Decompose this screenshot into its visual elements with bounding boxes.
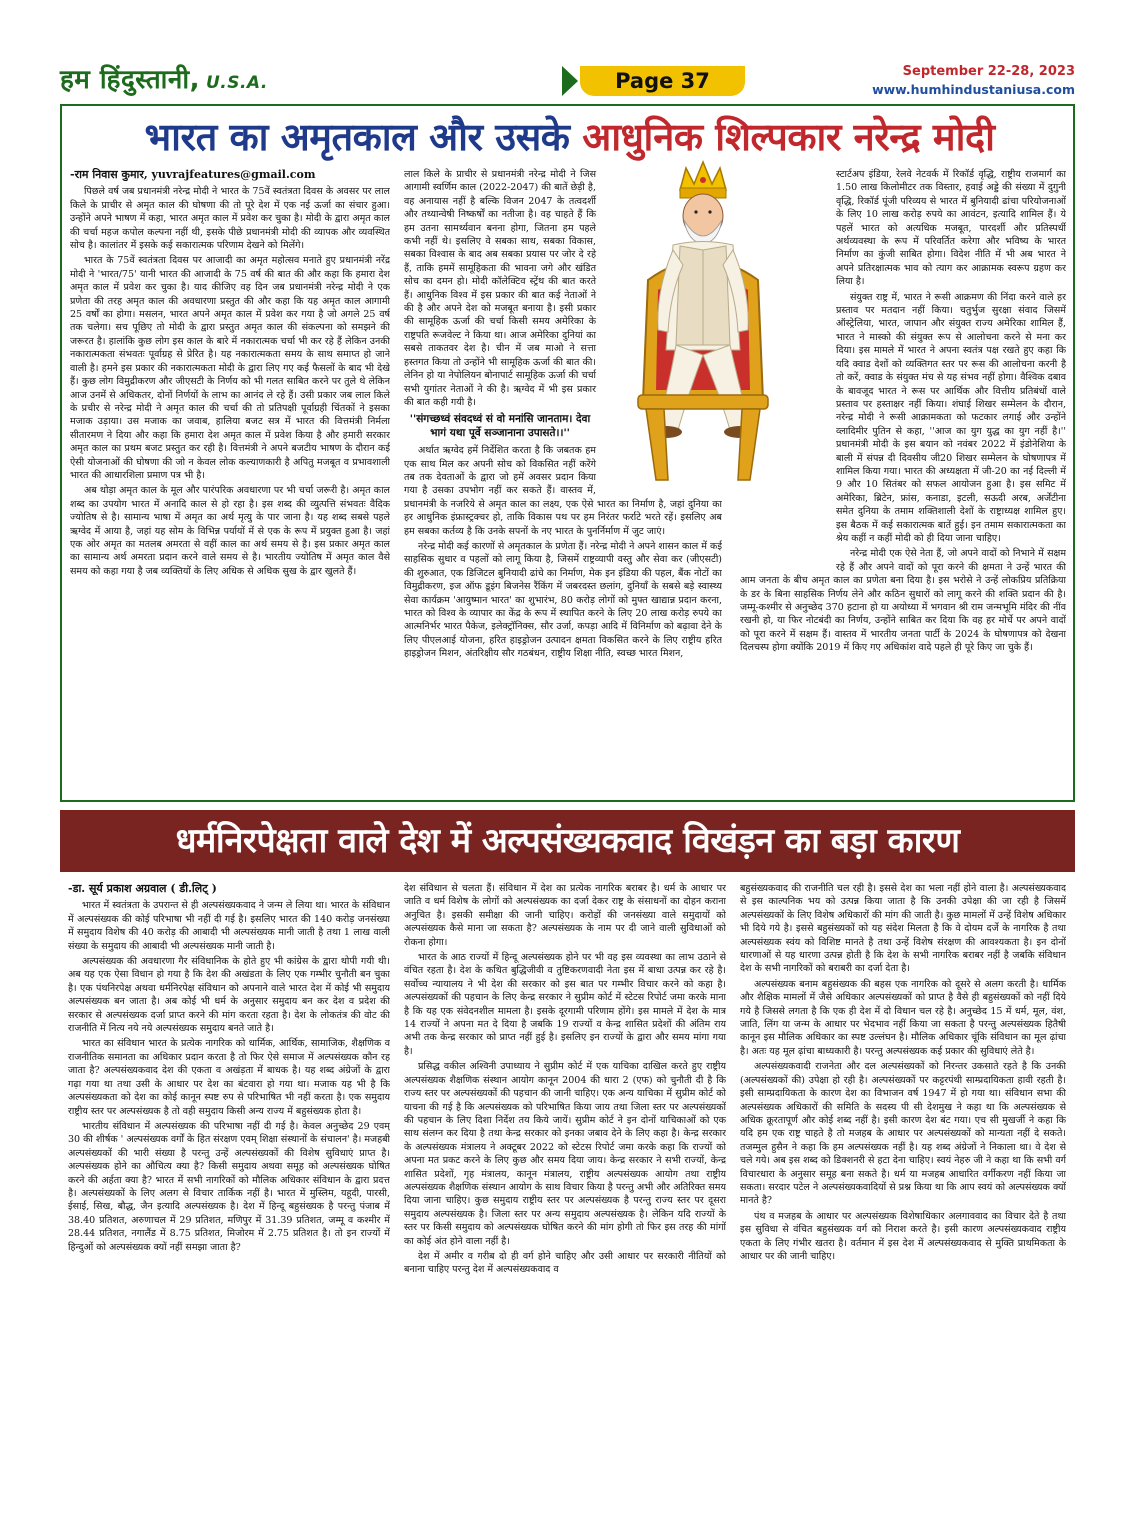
paragraph: भारतीय संविधान में अल्पसंख्यक की परिभाषा नहीं दी गई है। केवल अनुच्छेद 29 एवम् 30 की शीर्षक ' अल्पसंख्यक वर्गों के हित संरक्षण एवम् शिक्षा संस्थानों के संचालन' है। मजहबी अल्पसंख्यकों की भारी संख्या है परन्तु उन्हें अल्पसंख्यकों की विशेष सुविधाएं प्राप्त है। अल्पसंख्यक होने का औचित्य क्या है? किसी समुदाय अथवा समूह को अल्पसंख्यक घोषित करने की अर्हता क्या है? भारत में सभी नागरिकों को मौलिक अधिकार संविधान के द्वारा प्रदत्त है। अल्पसंख्यकों के लिए अलग से विचार तार्किक नहीं है। भारत में मुस्लिम, यहूदी, पारसी, ईसाई, सिख, बौद्ध, जैन इत्यादि अल्पसंख्यक है। देश में हिन्दू बहुसंख्यक है परन्तु पंजाब में 38.40 प्रतिशत, अरुणाचल में 29 प्रतिशत, मणिपुर में 31.39 प्रतिशत, जम्मू व कश्मीर में 28.44 प्रतिशत, नगालैंड में 8.75 प्रतिशत, मिजोरम में 2.75 प्रतिशत है। तो इन राज्यों में हिन्दुओं को अल्पसंख्यक क्यों नहीं समझा जाता है? <box>68 1120 390 1253</box>
paragraph: पंथ व मजहब के आधार पर अल्पसंख्यक विशेषाधिकार अलगाववाद का विचार देते है तथा इस सुविधा से वंचित बहुसंख्यक वर्ग को निराश करते है। इसी कारण अल्पसंख्यकवाद राष्ट्रीय एकता के लिए गंभीर खतरा है। वर्तमान में इस देश में अल्पसंख्यकवाद से मुक्ति प्राथमिकता के आधार पर की जानी चाहिए। <box>740 1210 1066 1262</box>
vedic-quote: ''संगच्छध्वं संवदध्वं सं वो मनांसि जानताम। देवा भागं यथा पूर्वे सञ्जानाना उपासते।।'' <box>409 413 591 439</box>
paragraph: नरेन्द्र मोदी कई कारणों से अमृतकाल के प्रणेता हैं। नरेन्द्र मोदी ने अपने शासन काल में कई साहसिक सुधार व पहलों को लागू किया है, जिसमें राष्ट्रव्यापी वस्तु और सेवा कर (जीएसटी) की शुरुआत, एक डिजिटल बुनियादी ढांचे का निर्माण, मेक इन इंडिया की पहल, बैंक नोटों का विमुद्रीकरण, इज ऑफ डूइंग बिजनेस रैंकिंग में जबरदस्त छलांग, दुनियाँ के सबसे बड़े स्वास्थ्य सेवा कार्यक्रम 'आयुष्मान भारत' का शुभारंभ, 80 करोड़ लोगों को मुफ्त खाद्यान्न प्रदान करना, भारत को विश्व के व्यापार का केंद्र के रूप में स्थापित करने के लिए 20 लाख करोड़ रुपये का आत्मनिर्भर भारत पैकेज, इलेक्ट्रॉनिक्स, सौर उर्जा, कपड़ा आदि में विनिर्माण को बढ़ावा देने के लिए पीएलआई योजना, हरित हाइड्रोजन उत्पादन क्षमता विकसित करने के लिए राष्ट्रीय हरित हाइड्रोजन मिशन, अंतरिक्षीय सौर गठबंधन, राष्ट्रीय शिक्षा नीति, स्वच्छ भारत मिशन, <box>404 540 722 660</box>
article-title-part1: भारत का अमृतकाल और उसके <box>144 115 570 159</box>
newspaper-name-text: हम हिंदुस्तानी, <box>60 65 200 95</box>
article-column-1 <box>68 882 390 1478</box>
paragraph: प्रसिद्ध वकील अश्विनी उपाध्याय ने सुप्रीम कोर्ट में एक याचिका दाखिल करते हुए राष्ट्रीय अल्पसंख्यक शैक्षणिक संस्थान आयोग कानून 2004 की धारा 2 (एफ) को चुनौती दी है कि राज्य स्तर पर अल्पसंख्यकों की पहचान की जानी चाहिए। एक अन्य याचिका में सुप्रीम कोर्ट को याचना की गई है कि अल्पसंख्यक को परिभाषित किया जाय तथा जिला स्तर पर अल्पसंख्यकों की पहचान के लिए दिशा निर्देश तय किये जायें। सुप्रीम कोर्ट ने इन दोनों याचिकाओं को एक साथ संलग्न कर दिया है तथा केन्द्र सरकार को इनका जबाव देने के लिए कहा है। केन्द्र सरकार के अल्पसंख्यक मंत्रालय ने अक्टूबर 2022 को स्टेटस रिपोर्ट जमा करके कहा कि राज्यों को अपना मत प्रकट करने के लिए कुछ और समय दिया जाय। केन्द्र सरकार ने सभी राज्यों, केन्द्र शासित प्रदेशों, गृह मंत्रालय, कानून मंत्रालय, राष्ट्रीय अल्पसंख्यक आयोग तथा राष्ट्रीय अल्पसंख्यक शैक्षणिक संस्थान आयोग के साथ विचार किया है परन्तु अभी और अतिरिक्त समय दिया जाना चाहिए। कुछ समुदाय राष्ट्रीय स्तर पर अल्पसंख्यक है परन्तु राज्य स्तर पर दूसरा समुदाय अल्पसंख्यक है। जिला स्तर पर अन्य समुदाय अल्पसंख्यक है। लेकिन यदि राज्यों के स्तर पर किसी समुदाय को अल्पसंख्यक घोषित करने की मांग होगी तो फिर इस तरह की मांगों का कोई अंत होने वाला नहीं है। <box>404 1061 726 1247</box>
article-byline: -डा. सूर्य प्रकाश अग्रवाल ( डी.लिट् ) <box>68 882 217 895</box>
article-byline: -राम निवास कुमार, yuvrajfeatures@gmail.com <box>70 168 316 181</box>
paragraph: देश में अमीर व गरीब दो ही वर्ग होने चाहिए और उसी आधार पर सरकारी नीतियों को बनाना चाहिए परन्तु देश में अल्पसंख्यकवाद व <box>404 1250 726 1276</box>
paragraph: पिछले वर्ष जब प्रधानमंत्री नरेन्द्र मोदी ने भारत के 75वें स्वतंत्रता दिवस के अवसर पर लाल किले के प्राचीर से अमृत काल की घोषणा की तो पूरे देश में एक नई ऊर्जा का संचार हुआ। उन्होंने अपने भाषण में कहा, भारत अमृत काल में प्रवेश कर चुका है। मोदी के द्वारा अमृत काल की चर्चा महज कपोल कल्पना नहीं थी, इसके पीछे प्रधानमंत्री मोदी की व्यापक और व्यवस्थित सोच है। कालांतर में इसके कई सकारात्मक परिणाम देखने को मिलेंगे। <box>70 186 390 252</box>
newspaper-name-suffix: U.S.A. <box>205 73 268 93</box>
masthead <box>60 60 1075 100</box>
article-amritkaal <box>60 104 1075 802</box>
article-column-3 <box>740 882 1066 1478</box>
newspaper-name <box>60 60 268 96</box>
page-number: Page 37 <box>615 69 710 93</box>
article-title <box>72 110 1067 164</box>
page-number-badge <box>580 66 745 96</box>
article-column-3 <box>740 168 1066 794</box>
paragraph: लाल किले के प्राचीर से प्रधानमंत्री नरेन्द्र मोदी ने जिस आगामी स्वर्णिम काल (2022-2047) की बातें छेड़ी है, वह अनायास नहीं है बल्कि विजन 2047 के तत्वदर्शी और तथ्यान्वेषी निष्कर्षों का नतीजा है। वह चाहते हैं कि हम उतना सामर्थ्यवान बनना होगा, जितना हम पहले कभी नहीं थे। इसलिए वे सबका साथ, सबका विकास, सबका विश्वास के बाद अब सबका प्रयास पर जोर दे रहे हैं, ताकि हममें सामूहिकता की भावना जगे और खंडित सोच का दमन हो। मोदी कॉलेक्टिव स्ट्रेंथ की बात करते हैं। आधुनिक विश्व में इस प्रकार की बात कई नेताओं ने की है और अपने देश को मजबूत बनाया है। इसी प्रकार की सामूहिक ऊर्जा की चर्चा किसी समय अमेरिका के राष्ट्रपति रूजवेल्ट ने किया था। आज अमेरिका दुनियां का सबसे ताकतवर देश है। चीन में जब माओ ने सत्ता हस्तगत किया तो उन्होंने भी सामूहिक ऊर्जा की बात की। लेनिन हो या नेपोलियन बोनापार्ट सामूहिक ऊर्जा की चर्चा सभी युगांतर नेताओं ने की है। ऋग्वेद में भी इस प्रकार की बात कही गयी है। <box>404 169 596 408</box>
paragraph: अल्पसंख्यक की अवधारणा गैर संविधानिक के होते हुए भी कांग्रेस के द्वारा थोपी गयी थी। अब यह एक ऐसा विधान हो गया है कि देश की अखंडता के लिए एक गम्भीर चुनौती बन चुका है। एक पंथनिरपेक्ष अथवा धर्मनिरपेक्ष संविधान को अपनाने वाले भारत देश में कोई भी समुदाय अल्पसंख्यक बन जाता है। अब कोई भी धर्म के अनुसार समुदाय बन कर देश व प्रदेश की सरकार से अल्पसंख्यक दर्जा प्राप्त करने की मांग करता रहता है। देश के लोकतंत्र की वोट की राजनीति में नित्य नये नये अल्पसंख्यक समुदाय बनते जाते है। <box>68 956 390 1035</box>
modi-cartoon-illustration <box>628 150 778 490</box>
paragraph: देश संविधान से चलता हैं। संविधान में देश का प्रत्येक नागरिक बराबर है। धर्म के आधार पर जाति व धर्म विशेष के लोगों को अल्पसंख्यक का दर्जा देकर राष्ट्र के संसाधनों का दोहन कराना अनुचित है। इसकी समीक्षा की जानी चाहिए। करोड़ों की जनसंख्या वाले समुदायों को अल्पसंख्यक कैसे माना जा सकता है? अल्पसंख्यक के नाम पर दी जाने वाली सुविधाओं को रोकना होगा। <box>404 883 726 948</box>
paragraph: संयुक्त राष्ट्र में, भारत ने रूसी आक्रमण की निंदा करने वाले हर प्रस्ताव पर मतदान नहीं किया। चतुर्भुज सुरक्षा संवाद जिसमें ऑस्ट्रेलिया, भारत, जापान और संयुक्त राज्य अमेरिका शामिल हैं, भारत ने मास्को की संयुक्त रूप से आलोचना करने से मना कर दिया। इस मामले में भारत ने अपना स्वतंत्र पक्ष रखते हुए कहा कि यदि क्वाड देशों को व्यक्तिगत स्तर पर रूस की आलोचना करनी है तो करें, क्वाड के संयुक्त मंच से यह संभव नहीं होगा। वैश्विक दबाव के बावजूद भारत ने रूस पर आर्थिक और वित्तीय प्रतिबंधों वाले प्रस्ताव पर हस्ताक्षर नहीं किया। शंघाई शिखर सम्मेलन के दौरान, नरेन्द्र मोदी ने रूसी आक्रामकता को फटकार लगाई और उन्होंने व्लादिमीर पुतिन से कहा, ''आज का युग युद्ध का युग नहीं है।'' प्रधानमंत्री मोदी के इस बयान को नवंबर 2022 में इंडोनेशिया के बाली में संपन्न दी दिवसीय जी20 शिखर सम्मेलन के घोषणापत्र में शामिल किया गया। भारत की अध्यक्षता में जी-20 का नई दिल्ली में 9 और 10 सितंबर को सफल आयोजन हुआ है। इस समिट में अमेरिका, ब्रिटेन, फ्रांस, कनाडा, इटली, सऊदी अरब, अर्जेंटीना समेत दुनिया के तमाम शक्तिशाली देशों के राष्ट्राध्यक्ष शामिल हुए। इस बैठक में कई सकारात्मक बातें हुई। इन तमाम सकारात्मकता का श्रेय कहीं न कहीं मोदी को ही दिया जाना चाहिए। <box>836 291 1066 544</box>
article-title: धर्मनिरपेक्षता वाले देश में अल्पसंख्यकवाद विखंड़न का बड़ा कारण <box>60 810 1075 872</box>
paragraph: अल्पसंख्यक बनाम बहुसंख्यक की बहस एक नागरिक को दूसरे से अलग करती है। धार्मिक और शैक्षिक मामलों में जैसे अधिकार अल्पसंख्यकों को प्राप्त है वैसे ही बहुसंख्यकों को नहीं दिये गये है जिससे लगता है कि एक ही देश में दो विधान चल रहे है। अनुच्छेद 15 में धर्म, मूल, वंश, जाति, लिंग या जन्म के आधार पर भेदभाव नहीं किया जा सकता है परन्तु अल्पसंख्यक हितैषी कानून इस मौलिक अधिकार का स्पष्ट उल्लंघन है। मौलिक अधिकार चूंकि संविधान का मूल ढ़ांचा है। अतः यह मूल ढ़ांचा बाध्यकारी है। परन्तु अल्पसंख्यक कई प्रकार की सुविधाएं लेते है। <box>740 978 1066 1057</box>
paragraph: अब थोड़ा अमृत काल के मूल और पारंपरिक अवधारणा पर भी चर्चा जरूरी है। अमृत काल शब्द का उपयोग भारत में अनादि काल से हो रहा है। इस शब्द की व्युत्पत्ति संभवतः वैदिक ज्योतिष से है। सामान्य भाषा में अमृत का अर्थ मृत्यु के पार जाना है। यह शब्द सबसे पहले ऋग्वेद में आया है, जहां यह सोम के विभिन्न पर्यायों में से एक के रूप में प्रयुक्त हुआ है। जहां एक ओर अमृत का मतलब अमरता से वहीं काल का अर्थ समय से है। इस प्रकार अमृत काल का सामान्य अर्थ अमरता प्रदान करने वाले समय से है। भारतीय ज्योतिष में अमृत काल वैसे समय को कहा गया है जब व्यक्तियों के लिए अधिक से अधिक सुख के द्वार खुलते हैं। <box>70 485 390 577</box>
paragraph: नरेन्द्र मोदी एक ऐसे नेता हैं, जो अपने वादों को निभाने में सक्षम रहे हैं और अपने वादों को पूरा करने की क्षमता ने उन्हें भारत की आम जनता के बीच अमृत काल का प्रणेता बना दिया है। इस भरोसे ने उन्हें लोकप्रिय प्रतिक्रिया के डर के बिना साहसिक निर्णय लेने और कठिन सुधारों को लागू करने की शक्ति प्रदान की है। जम्मू-कश्मीर से अनुच्छेद 370 हटाना हो या अयोध्या में भगवान श्री राम जन्मभूमि मंदिर की नींव रखनी हो, या फिर नोटबंदी का निर्णय, उन्होंने साबित कर दिया कि वह हर मोर्चे पर अपने वादों को पूरा करने में सक्षम हैं। वास्तव में भारतीय जनता पार्टी के 2024 के घोषणापत्र को देखना दिलचस्प होगा क्योंकि 2019 में किए गए अधिकांश वादे पहले ही पूरे किए जा चुके हैं। <box>740 548 1066 654</box>
paragraph: अल्पसंख्यकवादी राजनेता और दल अल्पसंख्यकों को निरन्तर उकसाते रहते है कि उनकी (अल्पसंख्यकों की) उपेक्षा हो रही है। अल्पसंख्यकों पर कट्टरपंथी साम्प्रदायिकता हावी रहती है। इसी साम्प्रदायिकता के कारण देश का विभाजन वर्ष 1947 में हो गया था। संविधान सभा की अल्पसंख्यक अधिकारों की समिति के सदस्य पी सी देशमुख ने कहा था कि अल्पसंख्यक से अधिक क्रूरतापूर्ण और कोई शब्द नहीं है। इसी कारण देश बंट गया। एच सी मुखर्जी ने कहा कि यदि हम एक राष्ट्र चाहते है तो मजहब के आधार पर अल्पसंख्यकों को मान्यता नहीं दे सकते। तजम्मुल हुसैन ने कहा कि हम अल्पसंख्यक नहीं है। यह शब्द अंग्रेजों ने निकाला था। वे देश से चले गये। अब इस शब्द को डिक्शनरी से हटा देना चाहिए। स्वयं नेहरु जी ने कहा था कि सभी वर्ग विचारधारा के अनुसार समूह बना सकते है। धर्म या मजहब आधारित वर्गीकरण नहीं किया जा सकता। सरदार पटेल ने अल्पसंख्यकवादियों से प्रश्न किया था कि आप स्वयं को अल्पसंख्यक क्यों मानते है? <box>740 1061 1066 1207</box>
paragraph: अर्थात ऋग्वेद हमें निर्देशित करता है कि जबतक हम एक साथ मिल कर अपनी सोच को विकसित नहीं करेंगे तब तक देवताओं के द्वारा जो हमें अवसर प्रदान किया गया है उसका उपभोग नहीं कर सकते हैं। वास्तव में, प्रधानमंत्री के नजरिये से अमृत काल का लक्ष्य, एक ऐसे भारत का निर्माण है, जहां दुनिया का हर आधुनिक इंफ्रास्ट्रक्चर हो, ताकि विकास पथ पर हम निरंतर फर्राटे भरते रहें। इसलिए अब हम सबका कर्तव्य है कि उनके सपनों के नए भारत के पुनर्निर्माण में जुट जाएं। <box>404 445 722 537</box>
website-url[interactable]: www.humhindustaniusa.com <box>872 82 1075 97</box>
paragraph: बहुसंख्यकवाद की राजनीति चल रही है। इससे देश का भला नहीं होने वाला है। अल्पसंख्यकवाद से इस काल्पनिक भय को उत्पन्न किया जाता है कि उनकी उपेक्षा की जा रही है जिसमें अल्पसंख्यकों के लिए विशेष अधिकारों की मांग की जाती है। कुछ मामलों में उन्हें विशेष अधिकार भी दिये गये है। इससे बहुसंख्यकों को यह संदेश मिलता है कि वे दोयम दर्जे के नागरिक है तथा अल्पसंख्यक स्वंय को विशिष्ट मानते है तथा उन्हें विशेष संरक्षण की आवश्यकता है। इन दोनों धारणाओं से यह धारणा उत्पन्न होती है कि देश के सभी नागरिक बराबर नहीं है जबकि संविधान देश के सभी नागरिकों को बराबरी का दर्जा देता है। <box>740 883 1066 975</box>
paragraph: भारत में स्वतंत्रता के उपरान्त से ही अल्पसंख्यकवाद ने जन्म ले लिया था। भारत के संविधान में अल्पसंख्यक की कोई परिभाषा भी नहीं दी गई है। इसलिए भारत की 140 करोड़ जनसंख्या में समुदाय विशेष की 40 करोड़ की आबादी भी अल्पसंख्यक मानी जाती है तथा 1 लाख वाली संख्या के समुदाय की आबादी भी अल्पसंख्यक मानी जाती है। <box>68 900 390 952</box>
article-column-2 <box>404 882 726 1478</box>
paragraph: भारत के 75वें स्वतंत्रता दिवस पर आजादी का अमृत महोत्सव मनाते हुए प्रधानमंत्री नरेंद्र मोदी ने 'भारत/75' यानी भारत की आजादी के 75 वर्ष की बात की और कहा कि हमारा देश अमृत काल में प्रवेश कर चुका है। याद कीजिए वह दिन जब प्रधानमंत्री नरेन्द्र मोदी ने एक प्रणेता की तरह अमृत काल की अवधारणा प्रस्तुत की और कहा कि यह अमृत काल आगामी 25 वर्षों का होगा। मसलन, भारत अपने अमृत काल में प्रवेश कर गया है जो अगले 25 वर्ष तक चलेगा। सच पूछिए तो मोदी के द्वारा प्रस्तुत अमृत काल की संकल्पना को समझने की जरूरत है। हालांकि कुछ लोग इस काल के बारे में नकारात्मक चर्चा भी कर रहे हैं लेकिन उनकी नकारात्मकता संभवतः पूर्वाग्रह से प्रेरित है। यह नकारात्मकता समय के साथ समाप्त हो जाने वाली है। हमने इस प्रकार की नकारात्मकता मोदी के द्वारा लिए गए कई फैसलों के बाद भी देखे हैं। कुछ लोग विमुद्रीकरण और जीएसटी के निर्णय को भी गलत साबित करने पर तुले थे लेकिन आज उनमें से अधिकतर, दोनों निर्णयों के लाभ का आनंद ले रहे हैं। उसी प्रकार जब लाल किले के प्रचीर से नरेन्द्र मोदी ने अमृत काल की चर्चा की तो प्रतिपक्षी पूर्वाग्रही चिंतकों ने इसका मजाक उड़ाया। उस मजाक का जवाब, हालिया बजट सत्र में भारत की वित्तमंत्री निर्मला सीतारमण ने दिया और कहा कि हमारा देश अमृत काल में प्रवेश किया है और हमारी सरकार अमृत काल का प्रथम बजट प्रस्तुत कर रही है। वित्तमंत्री ने अपने बजटीय भाषण के दौरान कई ऐसी योजनाओं की घोषणा की जो न केवल लोक कल्याणकारी है अपितु मजबूत व प्रभावशाली भारत की आधारशिला प्रमाण पत्र भी है। <box>70 255 390 481</box>
article-minorityism <box>60 810 1075 1480</box>
paragraph: भारत के आठ राज्यों में हिन्दू अल्पसंख्यक होने पर भी वह इस व्यवस्था का लाभ उठाने से वंचित रहता है। देश के कथित बुद्धिजीवी व तुष्टिकरणवादी नेता इस में बाधा उत्पन्न कर रहे है। सर्वोच्च न्यायालय ने भी देश की सरकार को इस बात पर गम्भीर विचार करने को कहा है। अल्पसंख्यकों की पहचान के लिए केन्द्र सरकार ने सुप्रीम कोर्ट में स्टेटस रिपोर्ट जमा करके माना है कि यह एक संवेदनशील मामला है। इसके दूरगामी परिणाम होंगे। इस मामले में देश के मात्र 14 राज्यों ने अपना मत दे दिया है जबकि 19 राज्यों व केन्द्र शासित प्रदेशों की अंतिम राय अभी तक केन्द्र सरकार को प्राप्त नहीं हुई है। इसलिए इन राज्यों के द्वारा और समय मांगा गया है। <box>404 952 726 1057</box>
article-title-part2: आधुनिक शिल्पकार नरेन्द्र मोदी <box>582 115 995 159</box>
paragraph: स्टार्टअप इंडिया, रेलवे नेटवर्क में रिकॉर्ड वृद्धि, राष्ट्रीय राजमार्ग का 1.50 लाख किलोमीटर तक विस्तार, हवाई अड्डे की संख्या में दुगुनी वृद्धि, रिकॉर्ड पूंजी परिव्यय से भारत में बुनियादी ढांचा परियोजनाओं के लिए 10 लाख करोड़ रुपये का आवंटन, इत्यादि शामिल हैं। ये पहलें भारत को अत्यधिक मजबूत, पारदर्शी और प्रतिस्पर्धी अर्थव्यवस्था के रूप में परिवर्तित करेगा और भविष्य के भारत निर्माण का कुंजी साबित होगा। विदेश नीति में भी अब भारत ने अपने प्रतिरक्षात्मक भाव को त्याग कर आक्रामक स्वरूप ग्रहण कर लिया है। <box>836 169 1066 288</box>
issue-date: September 22-28, 2023 <box>902 64 1075 79</box>
paragraph: भारत का संविधान भारत के प्रत्येक नागरिक को धार्मिक, आर्थिक, सामाजिक, शैक्षणिक व राजनीतिक समानता का अधिकार प्रदान करता है तो फिर ऐसे समाज में अल्पसंख्यक कौन रह जाता है? अल्पसंख्यकवाद देश की एकता व अखंड़ता में बाधक है। यह शब्द अंग्रेजों के द्वारा गढ़ा गया था तथा उसी के आधार पर देश का बंटवारा हो गया था। मजाक यह भी है कि अल्पसंख्यकता को देश का कोई कानून स्पष्ट रुप से परिभाषित भी नहीं करता है। एक समुदाय राष्ट्रीय स्तर पर अल्पसंख्यक है तो वही समुदाय किसी अन्य राज्य में बहुसंख्यक होता है। <box>68 1038 390 1117</box>
article-column-1 <box>70 168 390 794</box>
page-arrow-icon <box>562 66 578 96</box>
